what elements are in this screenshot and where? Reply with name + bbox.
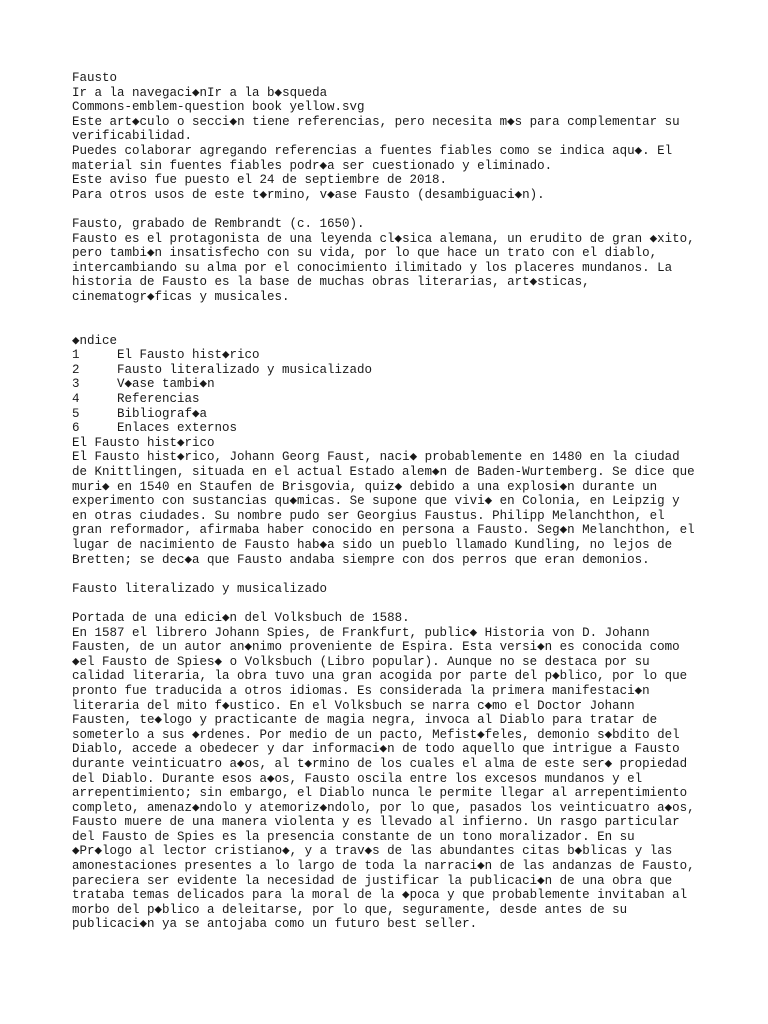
intro-paragraph-line: pero tambi◆n insatisfecho con su vida, por lo que hace un trato con el diablo, [72, 246, 658, 261]
paragraph-line: someterlo a sus ◆rdenes. Por medio de un pacto, Mefist◆feles, demonio s◆bdito del [72, 727, 680, 742]
paragraph-line: arrepentimiento; sin embargo, el Diablo nunca le permite llegar al arrepentimiento [72, 786, 688, 801]
paragraph-line: ◆el Fausto de Spies◆ o Volksbuch (Libro popular). Aunque no se destaca por su [72, 654, 650, 669]
disambiguation-note: Para otros usos de este t◆rmino, v◆ase Fausto (desambiguaci◆n). [72, 187, 545, 202]
paragraph-line [72, 932, 702, 947]
blank-line [72, 319, 702, 334]
toc-item[interactable]: 4 Referencias [72, 392, 200, 407]
paragraph-line: experimento con sustancias qu◆micas. Se supone que vivi◆ en Colonia, en Leipzig y [72, 494, 680, 509]
paragraph-line: pareciera ser evidente la necesidad de justificar la publicaci◆n de una obra que [72, 873, 673, 888]
intro-paragraph-line: cinematogr◆ficas y musicales. [72, 289, 290, 304]
toc-item[interactable]: 3 V◆ase tambi◆n [72, 377, 215, 392]
paragraph-line: durante veinticuatro a◆os, al t◆rmino de los cuales el alma de este ser◆ propiedad [72, 756, 688, 771]
paragraph-line: Fausten, de un autor an◆nimo proveniente de Espira. Esta versi◆n es conocida como [72, 640, 680, 655]
paragraph-line: Fausten, te◆logo y practicante de magia negra, invoca al Diablo para tratar de [72, 713, 658, 728]
paragraph-line: muri◆ en 1540 en Staufen de Brisgovia, quiz◆ debido a una explosi◆n durante un [72, 479, 658, 494]
paragraph-line: Diablo, accede a obedecer y dar informaci◆n de todo aquello que intrigue a Fausto [72, 742, 680, 757]
paragraph-line: publicaci◆n ya se antojaba como un futuro best seller. [72, 917, 478, 932]
intro-paragraph-line: historia de Fausto es la base de muchas obras literarias, art◆sticas, [72, 275, 590, 290]
paragraph-line: ◆Pr◆logo al lector cristiano◆, y a trav◆s de las abundantes citas b◆blicas y las [72, 844, 673, 859]
image-caption: Portada de una edici◆n del Volksbuch de 1588. [72, 610, 410, 625]
image-caption: Fausto, grabado de Rembrandt (c. 1650). [72, 216, 365, 231]
page-title: Fausto [72, 71, 118, 85]
notice-text: Este art◆culo o secci◆n tiene referencias, pero necesita m◆s para complementar su [72, 114, 680, 129]
blank-line [72, 202, 702, 217]
paragraph-line: Bretten; se dec◆a que Fausto andaba siempre con dos perros que eran demonios. [72, 552, 650, 567]
skip-links[interactable]: Ir a la navegaci◆nIr a la b◆squeda [72, 85, 328, 100]
section-heading: Fausto literalizado y musicalizado [72, 581, 328, 596]
toc-item[interactable]: 6 Enlaces externos [72, 421, 238, 436]
notice-text: verificabilidad. [72, 129, 193, 144]
intro-paragraph-line: Fausto es el protagonista de una leyenda cl◆sica alemana, un erudito de gran ◆xito, [72, 231, 695, 246]
paragraph-line: completo, amenaz◆ndolo y atemoriz◆ndolo, por lo que, pasados los veinticuatro a◆os, [72, 800, 695, 815]
toc-item[interactable]: 5 Bibliograf◆a [72, 406, 208, 421]
blank-line [72, 567, 702, 582]
blank-line [72, 305, 702, 320]
notice-date: Este aviso fue puesto el 24 de septiembre de 2018. [72, 173, 448, 188]
toc-item[interactable]: 2 Fausto literalizado y musicalizado [72, 362, 373, 377]
notice-text: Puedes colaborar agregando referencias a fuentes fiables como se indica aqu◆. El [72, 143, 673, 158]
paragraph-line: trataba temas delicados para la moral de la ◆poca y que probablemente invitaban al [72, 888, 688, 903]
paragraph-line: El Fausto hist◆rico, Johann Georg Faust, naci◆ probablemente en 1480 en la ciudad [72, 450, 680, 465]
toc-item[interactable]: 1 El Fausto hist◆rico [72, 348, 260, 363]
paragraph-line: morbo del p◆blico a deleitarse, por lo que, seguramente, desde antes de su [72, 902, 628, 917]
paragraph-line: Fausto muere de una manera violenta y es llevado al infierno. Un rasgo particular [72, 815, 680, 830]
paragraph-line: del Fausto de Spies es la presencia constante de un tono moralizador. En su [72, 829, 635, 844]
paragraph-line: En 1587 el librero Johann Spies, de Frankfurt, public◆ Historia von D. Johann [72, 625, 650, 640]
paragraph-line: del Diablo. Durante esos a◆os, Fausto oscila entre los excesos mundanos y el [72, 771, 643, 786]
paragraph-line: de Knittlingen, situada en el actual Estado alem◆n de Baden-Wurtemberg. Se dice que [72, 465, 695, 480]
paragraph-line: literaria del mito f◆ustico. En el Volksbuch se narra c◆mo el Doctor Johann [72, 698, 635, 713]
notice-text: material sin fuentes fiables podr◆a ser cuestionado y eliminado. [72, 158, 553, 173]
paragraph-line: calidad literaria, la obra tuvo una gran acogida por parte del p◆blico, por lo que [72, 669, 688, 684]
notice-image-caption: Commons-emblem-question book yellow.svg [72, 100, 365, 115]
paragraph-line: gran reformador, afirmaba haber conocido en persona a Fausto. Seg◆n Melanchthon, el [72, 523, 695, 538]
paragraph-line: en otras ciudades. Su nombre pudo ser Georgius Faustus. Philipp Melanchthon, el [72, 508, 665, 523]
paragraph-line: lugar de nacimiento de Fausto hab◆a sido un pueblo llamado Kundling, no lejos de [72, 538, 673, 552]
paragraph-line: amonestaciones presentes a lo largo de toda la narraci◆n de las andanzas de Fausto, [72, 859, 695, 874]
paragraph-line: pronto fue traducida a otros idiomas. Es considerada la primera manifestaci◆n [72, 683, 650, 698]
toc-heading: ◆ndice [72, 333, 118, 348]
blank-line [72, 596, 702, 611]
document-page [72, 71, 702, 947]
intro-paragraph-line: intercambiando su alma por el conocimiento ilimitado y los placeres mundanos. La [72, 260, 673, 275]
section-heading: El Fausto hist◆rico [72, 435, 215, 450]
